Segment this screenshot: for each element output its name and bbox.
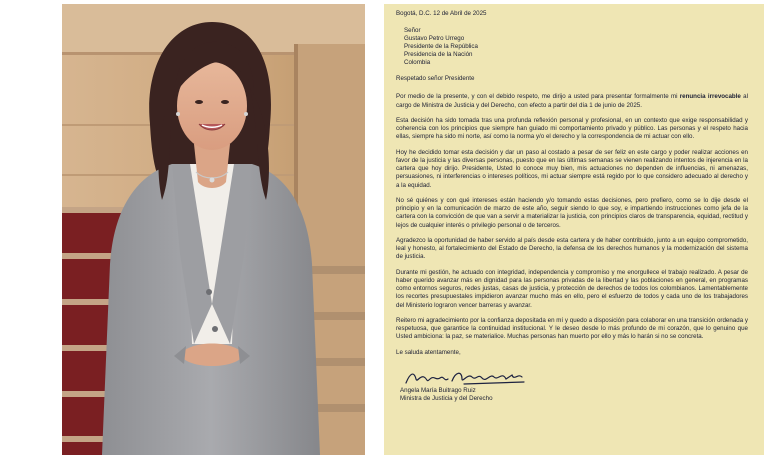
paragraph-1: [396, 93, 748, 109]
portrait-illustration: [62, 4, 365, 455]
paragraph-6: Durante mi gestión, he actuado con integridad, independencia y compromiso y me enorgullece el trabajo realizado. A pesar de haber querido avanzar más en dignidad para las personas privadas de la libertad y las poblaciones en general, en programas como entornos seguros, redes justas, casas de justicia, y protección de derechos de todos los colombianos. Lamentablemente los recortes presupuestales impidieron avanzar mucho más en ello, pero el esfuerzo de todos y cada uno de los trabajadores del Ministerio lograron vencer barreras y avanzar.: [396, 268, 748, 309]
resignation-emphasis: renuncia irrevocable: [679, 93, 741, 101]
letter-date: Bogotá, D.C. 12 de Abril de 2025: [396, 10, 487, 17]
recipient-line: Colombia: [404, 59, 431, 67]
recipient-line: Presidente de la República: [404, 43, 478, 51]
signer-title: Ministra de Justicia y del Derecho: [400, 395, 493, 402]
recipient-line: Gustavo Petro Urrego: [404, 35, 465, 43]
paragraph-2: Esta decisión ha sido tomada tras una profunda reflexión personal y profesional, en un contexto que exige responsabilidad y coherencia con los principios que siempre han guiado mi comportamiento privado y público. Las personas y el respeto hacia ellas, siempre ha sido mi norte, así como la norma y/o el derecho y la correspondencia de mi actuar con ello.: [396, 117, 748, 141]
paragraph-3: Hoy he decidido tomar esta decisión y dar un paso al costado a pesar de ser feliz en este cargo y poder realizar acciones en favor de la justicia y las diversas personas, puesto que en las últimas semanas se vienen realizando intentos de injerencia en la cartera que hoy dirijo. Presidente, Usted lo conoce muy bien, mis actuaciones no dependen de influencias, ni amenazas, persuasiones, ni interferencias o intereses políticos, mi actuar siempre está regido por lo que considero adecuado al derecho y a la equidad.: [396, 148, 748, 189]
handwritten-signature: [404, 369, 534, 387]
paragraph-4: No sé quiénes y con qué intereses están haciendo y/o tomando estas decisiones, pero prefiero, como se lo dije desde el principio y en la comunicación de marzo de este año, seguir siendo lo que soy, e impartiendo instrucciones como jefa de la cartera con la convicción de que van a servir a materializar la justicia, con principios claros de transparencia, equidad, rectitud y lejos de cualquier interés o privilegio personal o de terceros.: [396, 197, 748, 229]
letter-closing: Le saluda atentamente,: [396, 348, 461, 356]
signer-name: Angela María Buitrago Ruiz: [400, 387, 476, 394]
paragraph-1-start: Por medio de la presente, y con el debido respeto, me dirijo a usted para presentar formalmente mi: [396, 93, 680, 101]
recipient-line: Señor: [404, 27, 421, 35]
paragraph-5: Agradezco la oportunidad de haber servido al país desde esta cartera y de haber contribuido, junto a un equipo comprometido, leal y honesto, al fortalecimiento del Estado de Derecho, la defensa de los derechos humanos y la modernización del sistema de justicia.: [396, 237, 748, 261]
letter-greeting: Respetado señor Presidente: [396, 75, 475, 83]
paragraph-1-end: al cargo de Ministra de Justicia y del Derecho, con efecto a partir del día 1 de junio de 2025.: [396, 93, 748, 109]
recipient-address: [404, 27, 748, 67]
portrait-photo: [62, 4, 365, 455]
recipient-line: Presidencia de la Nación: [404, 51, 473, 59]
resignation-letter: [384, 4, 764, 455]
paragraph-7: Reitero mi agradecimiento por la confianza depositada en mí y quedo a disposición para colaborar en una transición ordenada y respetuosa, que garantice la continuidad institucional. Y le deseo desde lo más profundo de mi corazón, que lo genuino que Usted ambiciona: la paz, se materialice. Muchas personas han muerto por ello y más lo harán si no se concreta.: [396, 317, 748, 341]
